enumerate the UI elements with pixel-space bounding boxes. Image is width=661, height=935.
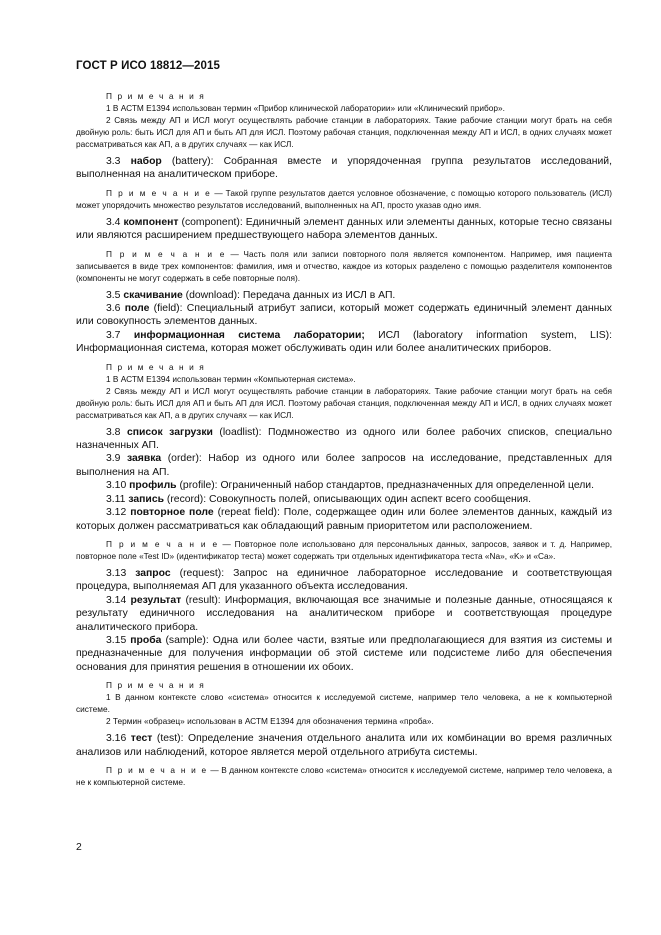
note-item: 2 Термин «образец» использован в АСТМ Е1394 для обозначения термина «проба».	[106, 716, 434, 727]
note-3-12: П р и м е ч а н и е — Повторное поле использовано для персональных данных, запросов, заявок и т. д. Например, повторное поле «Test ID» (идентификатор теста) может содержать три отдельных идентификатора теста «Na», «K» и «Ca».	[76, 538, 612, 561]
notes-block	[76, 90, 612, 150]
term-3-13: 3.13 запрос (request): Запрос на единичное лабораторное исследование и соответствующая процедура, выполняемая АП для указанного объекта исследования.	[76, 567, 612, 593]
document-body	[76, 90, 612, 793]
term-name: повторное поле	[130, 507, 214, 519]
term-3-16: 3.16 тест (test): Определение значения отдельного аналита или их комбинации во время различных анализов или наблюдений, которое является мерой отдельного атрибута системы.	[76, 733, 612, 758]
notes-label: П р и м е ч а н и я	[106, 91, 206, 101]
term-3-6: 3.6 поле (field): Специальный атрибут записи, который может содержать единичный элемент данных или совокупность элементов данных.	[76, 303, 612, 328]
term-3-14: 3.14 результат (result): Информация, включающая все значимые и полезные данные, относящаяся к результату единичного исследования на аналитическом приборе и соответствующая процедуре аналитического прибора.	[76, 594, 612, 633]
note-3-4: П р и м е ч а н и е — Часть поля или записи повторного поля является компонентом. Например, имя пациента записывается в виде трех компонентов: фамилия, имя и отчество, каждое из которых разделено с помощью разделителя компонентов (компоненты не могут содержать в себе повторные поля).	[76, 248, 612, 283]
notes-3-7	[76, 361, 612, 421]
term-name: результат	[130, 594, 182, 606]
term-name: поле	[124, 303, 150, 315]
term-3-8: 3.8 список загрузки (loadlist): Подмножество из одного или более рабочих списков, специально назначенных АП.	[76, 426, 612, 452]
term-name: список загрузки	[126, 426, 213, 438]
term-name: проба	[130, 634, 162, 646]
term-name: заявка	[126, 453, 162, 465]
note-item: 1 В данном контексте слово «система» относится к исследуемой системе, например тело человека, а не к компьютерной системе.	[76, 692, 612, 715]
note-3-3: П р и м е ч а н и е — Такой группе результатов дается условное обозначение, с помощью которого пользователь (ИСЛ) может упорядочить множество результатов исследований, выполненных на АП, просто указав одно имя.	[76, 187, 612, 210]
term-name: информационная система лаборатории;	[133, 329, 365, 341]
notes-label: П р и м е ч а н и я	[106, 680, 206, 691]
term-3-3: 3.3 набор (battery): Собранная вместе и упорядоченная группа результатов исследований, выполненная на аналитическом приборе.	[76, 156, 612, 181]
term-3-10: 3.10 профиль (profile): Ограниченный набор стандартов, предназначенных для определенной цели.	[106, 480, 595, 492]
term-name: скачивание	[123, 289, 183, 301]
term-3-7: 3.7 информационная система лаборатории; ИСЛ (laboratory information system, LIS): Информационная система, которая может обслуживать один или более аналитических приборов.	[76, 329, 612, 355]
term-name: компонент	[123, 216, 179, 228]
notes-label: П р и м е ч а н и я	[106, 361, 206, 372]
term-3-11: 3.11 запись (record): Совокупность полей, описывающих один аспект всего сообщения.	[106, 493, 532, 505]
term-name: профиль	[129, 480, 177, 492]
note-item: 1 В АСТМ Е1394 использован термин «Прибор клинической лаборатории» или «Клинический прибор».	[106, 103, 505, 113]
note-item: 1 В АСТМ Е1394 использован термин «Компьютерная система».	[106, 373, 356, 384]
note-item: 2 Связь между АП и ИСЛ могут осуществлять рабочие станции в лабораториях. Такие рабочие станции могут брать на себя двойную роль: быть ИСЛ для АП и быть АП для ИСЛ. Поэтому рабочая станция, подключенная между АП и ИСЛ, в одних случаях может рассматриваться как АП, а в других случаях — как ИСЛ.	[76, 385, 612, 420]
note-3-16: П р и м е ч а н и е — В данном контексте слово «система» относится к исследуемой системе, например тело человека, а не к компьютерной системе.	[76, 764, 612, 787]
term-3-12: 3.12 повторное поле (repeat field): Поле, содержащее один или более элементов данных, каждый из которых должен рассматриваться как обладающий равным приоритетом или расположением.	[76, 507, 613, 532]
notes-3-15	[76, 679, 612, 727]
term-name: запись	[128, 493, 164, 505]
note-item: 2 Связь между АП и ИСЛ могут осуществлять рабочие станции в лабораториях. Такие рабочие станции могут брать на себя двойную роль: быть ИСЛ для АП и быть АП для ИСЛ. Поэтому рабочая станция, подключенная между АП и ИСЛ, в одних случаях может рассматриваться как АП, а в других случаях — как ИСЛ.	[76, 115, 612, 149]
term-3-9: 3.9 заявка (order): Набор из одного или более запросов на исследование, представленных для выполнения на АП.	[76, 453, 612, 478]
term-3-15: 3.15 проба (sample): Одна или более части, взятые или предполагающиеся для взятия из системы и предназначенные для получения информации об этой системе или подсистеме либо для обеспечения основания для принятия решения в отношении их обоих.	[76, 634, 613, 673]
page-number: 2	[76, 842, 82, 853]
document-header: ГОСТ Р ИСО 18812—2015	[76, 60, 221, 72]
term-name: набор	[130, 156, 162, 167]
term-3-4: 3.4 компонент (component): Единичный элемент данных или элементы данных, которые тесно связаны или являются расширением предшествующего набора элементов данных.	[76, 216, 612, 242]
term-name: тест	[130, 733, 153, 745]
term-3-5: 3.5 скачивание (download): Передача данных из ИСЛ в АП.	[106, 289, 396, 301]
term-name: запрос	[135, 567, 171, 579]
